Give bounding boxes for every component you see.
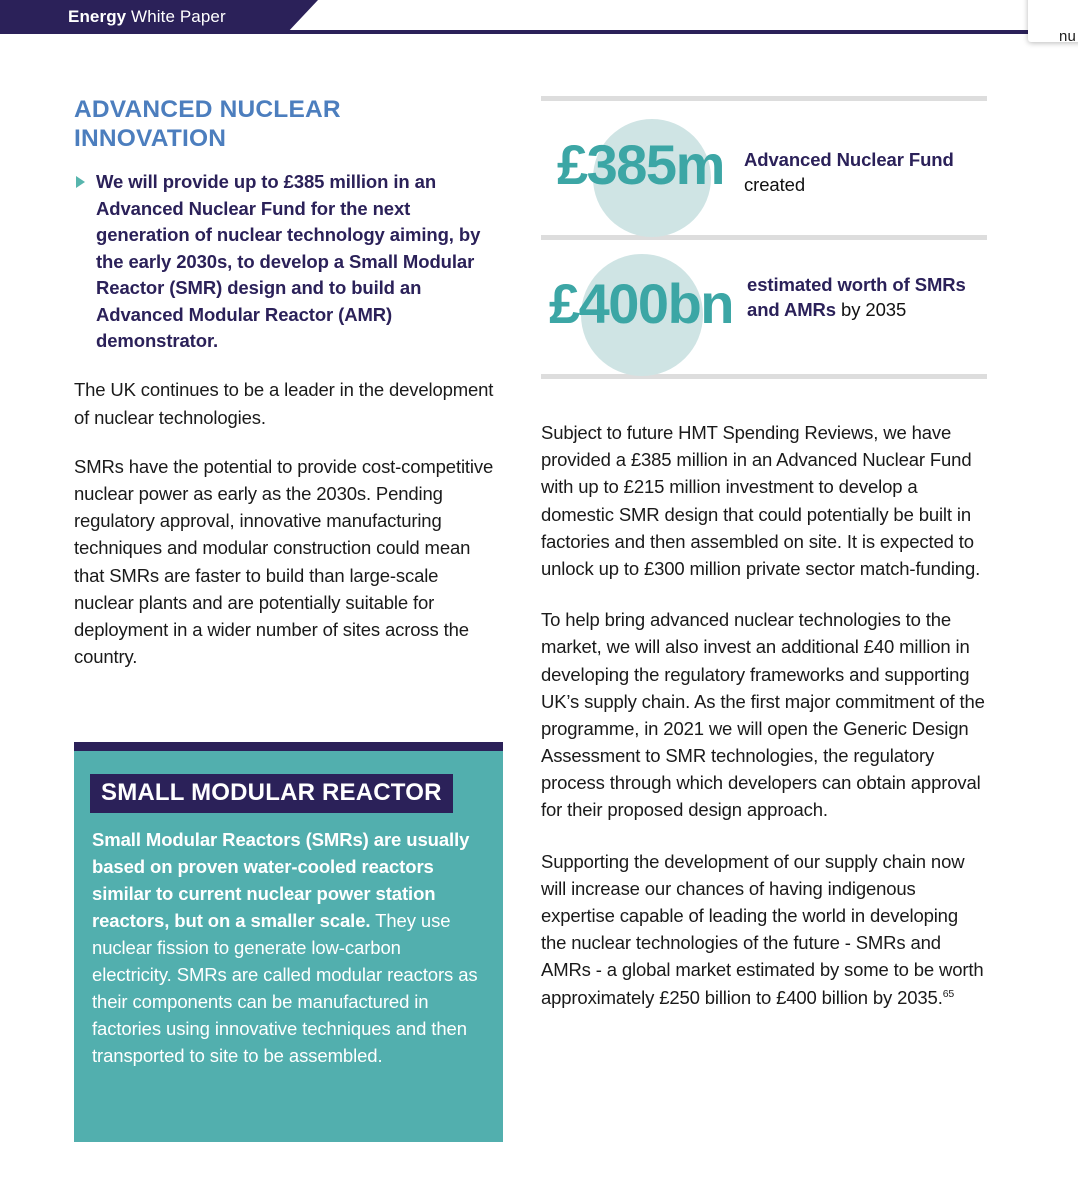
left-paragraph-1: The UK continues to be a leader in the development of nuclear technologies.: [74, 379, 494, 428]
stat-block-smr-amr-market-value: [541, 240, 987, 374]
smr-info-box: [74, 742, 503, 1142]
right-column: [541, 96, 987, 1035]
stat-label-bold: estimated worth of SMRs and AMRs: [747, 274, 966, 320]
right-paragraph-3-text: Supporting the development of our supply chain now will increase our chances of having indigenous expertise capable of leading the world in developing the nuclear technologies of the future - SMRs and AMRs - a global market estimated by some to be worth approximately £250 billion to £400 billion by 2035.: [541, 850, 984, 1008]
stat-label: [747, 273, 987, 322]
spacer: [541, 379, 987, 419]
stat-label-regular: created: [744, 173, 806, 195]
footnote-marker: 65: [942, 987, 955, 1000]
smr-box-title: SMALL MODULAR REACTOR: [90, 774, 453, 813]
banner-title-bold: Energy: [68, 7, 127, 26]
smr-box-top-bar: [74, 742, 503, 751]
left-paragraph-2: SMRs have the potential to provide cost-competitive nuclear power as early as the 2030s. Pending regulatory approval, innovative manufacturing techniques and modular construction could mean that SMRs are faster to build than large-scale nuclear plants and are potentially suitable for deployment in a wider number of sites across the country.: [74, 455, 494, 668]
key-commitment-callout: [74, 169, 499, 354]
smr-box-body: [92, 826, 484, 1069]
key-commitment-text: We will provide up to £385 million in an Advanced Nuclear Fund for the next generation of nuclear technology aiming, by the early 2030s, to develop a Small Modular Reactor (SMR) design and to build an Advanced Modular Reactor (AMR) demonstrator.: [96, 171, 481, 352]
stat-value: £385m: [557, 133, 724, 196]
smr-body-bold: Small Modular Reactors (SMRs) are usually based on proven water-cooled reactors similar to current nuclear power station reactors, but on a smaller scale.: [92, 829, 470, 931]
page-title: ADVANCED NUCLEAR INNOVATION: [74, 96, 341, 152]
stat-label-regular: by 2035: [835, 298, 907, 320]
stat-value: £400bn: [549, 272, 733, 335]
stat-block-advanced-nuclear-fund: [541, 101, 987, 235]
page-banner: [0, 0, 1078, 40]
stat-label-bold: Advanced Nuclear Fund: [744, 149, 954, 170]
left-column: [74, 96, 499, 692]
right-paragraph-1: Subject to future HMT Spending Reviews, we have provided a £385 million in an Advanced Nuclear Fund with up to £215 million investment to develop a domestic SMR design that could potentially be built in factories and then assembled on site. It is expected to unlock up to £300 million private sector match-funding.: [541, 422, 981, 579]
right-paragraph-3: [541, 848, 987, 1011]
right-paragraph-2: To help bring advanced nuclear technologies to the market, we will also invest an additional £40 million in developing the regulatory frameworks and supporting UK’s supply chain. As the first major commitment of the programme, in 2021 we will open the Generic Design Assessment to SMR technologies, the regulatory process through which developers can obtain approval for their proposed design approach.: [541, 609, 985, 821]
floating-tooltip-text: nu: [1059, 28, 1077, 45]
triangle-bullet-icon: [76, 176, 85, 188]
stat-label: [744, 148, 984, 197]
banner-title-light: White Paper: [126, 7, 226, 26]
banner-title: [68, 5, 226, 29]
smr-body-regular: They use nuclear fission to generate low-carbon electricity. SMRs are called modular reactors as their components can be manufactured in factories using innovative techniques and then transported to site to be assembled.: [92, 910, 478, 1066]
